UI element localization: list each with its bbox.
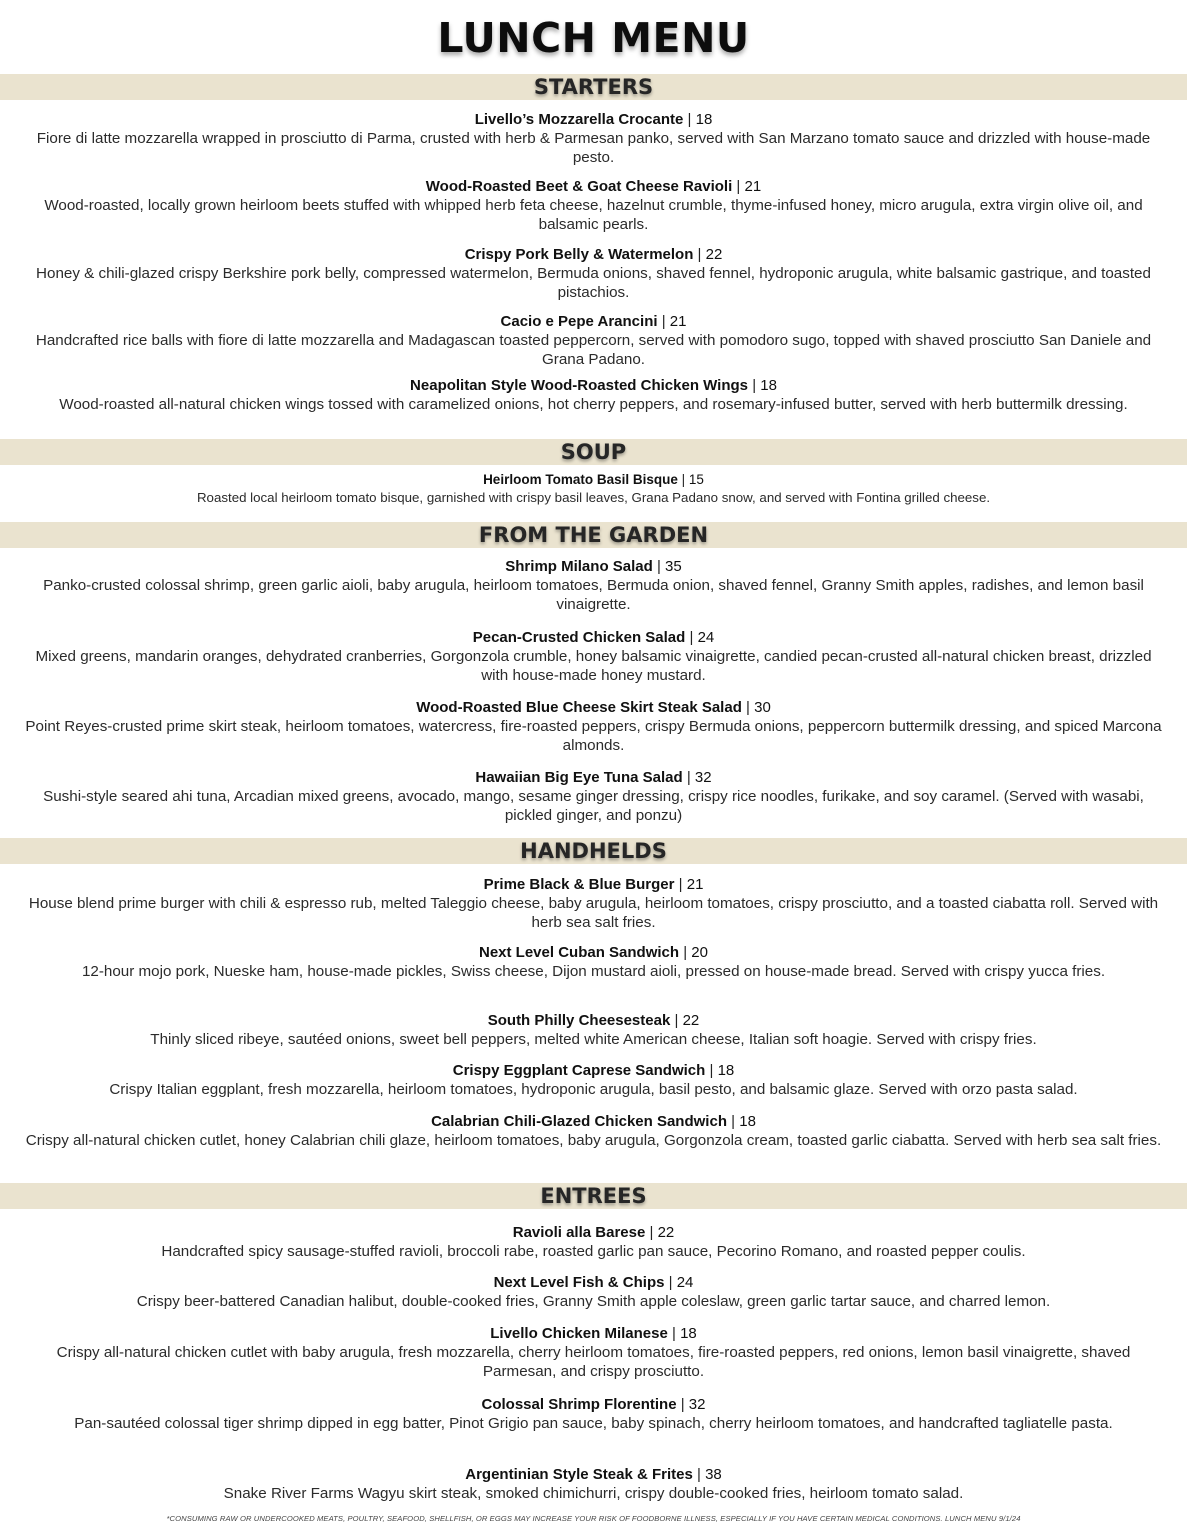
item-name: Crispy Pork Belly & Watermelon [464,246,694,263]
item-name: Crispy Eggplant Caprese Sandwich [452,1062,706,1079]
page-title: LUNCH MENU [437,14,750,62]
item-name: Hawaiian Big Eye Tuna Salad [475,769,683,786]
item-price: 21 [744,178,762,195]
item-name: Wood-Roasted Blue Cheese Skirt Steak Salad [416,699,742,716]
section-title: FROM THE GARDEN [478,523,709,547]
item-description: Crispy beer-battered Canadian halibut, double-cooked fries, Granny Smith apple coleslaw, green garlic tartar sauce, and charred lemon. [136,1293,1051,1310]
disclaimer: *CONSUMING RAW OR UNDERCOOKED MEATS, POULTRY, SEAFOOD, SHELLFISH, OR EGGS MAY INCREASE YOUR RISK OF FOODBORNE ILLNESS, ESPECIALLY IF YOU HAVE CERTAIN MEDICAL CONDITIONS. LUNCH MENU 9/1/24 [166,1514,1021,1523]
item-price: 18 [739,1113,756,1130]
section-title: ENTREES [540,1184,647,1208]
item-description: Pan-sautéed colossal tiger shrimp dipped in egg batter, Pinot Grigio pan sauce, baby spinach, cherry heirloom tomatoes, and handcrafted tagliatelle pasta. [74,1415,1113,1432]
menu-item: Prime Black & Blue Burger | 21 House blend prime burger with chili & espresso rub, melted Taleggio cheese, baby arugula, heirloom tomatoes, crispy prosciutto, and a toasted ciabatta roll. Served with herb sea salt fries. [0,875,1187,932]
item-name: Calabrian Chili-Glazed Chicken Sandwich [431,1113,727,1130]
item-price: 24 [697,629,715,646]
item-name: Next Level Cuban Sandwich [479,944,680,961]
item-name: Colossal Shrimp Florentine [481,1396,677,1413]
menu-item: Crispy Pork Belly & Watermelon | 22 Honey & chili-glazed crispy Berkshire pork belly, compressed watermelon, Bermuda onions, shaved fennel, hydroponic arugula, white balsamic gastrique, and toasted pistachios. [0,245,1187,302]
item-name: Cacio e Pepe Arancini [500,313,658,330]
section-header-entrees [0,1183,1187,1209]
item-description: Crispy all-natural chicken cutlet, honey Calabrian chili glaze, heirloom tomatoes, baby arugula, Gorgonzola cream, toasted garlic ciabatta. Served with herb sea salt fries. [25,1132,1162,1149]
menu-item: Next Level Cuban Sandwich | 20 12-hour mojo pork, Nueske ham, house-made pickles, Swiss cheese, Dijon mustard aioli, pressed on house-made bread. Served with crispy yucca fries. [0,943,1187,981]
item-price: 35 [665,558,682,575]
item-price: 22 [657,1224,675,1241]
menu-item: South Philly Cheesesteak | 22 Thinly sliced ribeye, sautéed onions, sweet bell peppers, melted white American cheese, Italian soft hoagie. Served with crispy fries. [0,1011,1187,1049]
menu-item: Pecan-Crusted Chicken Salad | 24 Mixed greens, mandarin oranges, dehydrated cranberries, Gorgonzola crumble, honey balsamic vinaigrette, candied pecan-crusted all-natural chicken breast, drizzled with house-made honey mustard. [0,628,1187,685]
item-description: 12-hour mojo pork, Nueske ham, house-made pickles, Swiss cheese, Dijon mustard aioli, pressed on house-made bread. Served with crispy yucca fries. [81,963,1106,980]
item-description: Thinly sliced ribeye, sautéed onions, sweet bell peppers, melted white American cheese, Italian soft hoagie. Served with crispy fries. [150,1031,1037,1048]
item-name: Next Level Fish & Chips [493,1274,665,1291]
item-description: Handcrafted spicy sausage-stuffed ravioli, broccoli rabe, roasted garlic pan sauce, Pecorino Romano, and roasted pepper coulis. [161,1243,1026,1260]
item-description: Roasted local heirloom tomato bisque, garnished with crispy basil leaves, Grana Padano snow, and served with Fontina grilled cheese. [196,490,991,505]
item-description: Handcrafted rice balls with fiore di latte mozzarella and Madagascan toasted peppercorn, served with pomodoro sugo, topped with shaved prosciutto San Daniele and Grana Padano. [35,332,1152,368]
menu-item: Heirloom Tomato Basil Bisque | 15 Roasted local heirloom tomato bisque, garnished with crispy basil leaves, Grana Padano snow, and served with Fontina grilled cheese. [0,471,1187,507]
item-description: Mixed greens, mandarin oranges, dehydrated cranberries, Gorgonzola crumble, honey balsamic vinaigrette, candied pecan-crusted all-natural chicken breast, drizzled with house-made honey mustard. [35,648,1152,684]
item-name: Prime Black & Blue Burger [483,876,675,893]
item-description: Fiore di latte mozzarella wrapped in prosciutto di Parma, crusted with herb & Parmesan panko, served with San Marzano tomato sauce and drizzled with house-made pesto. [36,130,1151,166]
menu-item: Crispy Eggplant Caprese Sandwich | 18 Crispy Italian eggplant, fresh mozzarella, heirloom tomatoes, hydroponic arugula, basil pesto, and balsamic glaze. Served with orzo pasta salad. [0,1061,1187,1099]
item-description: Point Reyes-crusted prime skirt steak, heirloom tomatoes, watercress, fire-roasted peppers, crispy Bermuda onions, peppercorn buttermilk dressing, and spiced Marcona almonds. [25,718,1162,754]
menu-item: Hawaiian Big Eye Tuna Salad | 32 Sushi-style seared ahi tuna, Arcadian mixed greens, avocado, mango, sesame ginger dressing, crispy rice noodles, furikake, and soy caramel. (Served with wasabi, pickled ginger, and ponzu) [0,768,1187,825]
item-description: Crispy all-natural chicken cutlet with baby arugula, fresh mozzarella, cherry heirloom tomatoes, fire-roasted peppers, red onions, lemon basil vinaigrette, shaved Parmesan, and crispy prosciutto. [56,1344,1131,1380]
menu-item: Argentinian Style Steak & Frites | 38 Snake River Farms Wagyu skirt steak, smoked chimichurri, crispy double-cooked fries, heirloom tomato salad. [0,1465,1187,1503]
menu-item: Livello Chicken Milanese | 18 Crispy all-natural chicken cutlet with baby arugula, fresh mozzarella, cherry heirloom tomatoes, fire-roasted peppers, red onions, lemon basil vinaigrette, shaved Parmesan, and crispy prosciutto. [0,1324,1187,1381]
item-price: 24 [676,1274,694,1291]
section-header-handhelds [0,838,1187,864]
section-title: STARTERS [533,75,654,99]
item-price: 21 [686,876,704,893]
item-description: Snake River Farms Wagyu skirt steak, smoked chimichurri, crispy double-cooked fries, heirloom tomato salad. [223,1485,964,1502]
item-description: Panko-crusted colossal shrimp, green garlic aioli, baby arugula, heirloom tomatoes, Bermuda onion, shaved fennel, Granny Smith apples, radishes, and lemon basil vinaigrette. [43,577,1144,613]
item-description: Honey & chili-glazed crispy Berkshire pork belly, compressed watermelon, Bermuda onions, shaved fennel, hydroponic arugula, white balsamic gastrique, and toasted pistachios. [36,265,1151,301]
item-price: 18 [695,111,713,128]
item-name: Shrimp Milano Salad [505,558,653,575]
item-price: 15 [688,472,704,487]
item-description: House blend prime burger with chili & espresso rub, melted Taleggio cheese, baby arugula, heirloom tomatoes, crispy prosciutto, and a toasted ciabatta roll. Served with herb sea salt fries. [28,895,1159,931]
item-price: 21 [669,313,687,330]
item-price: 18 [717,1062,735,1079]
menu-item: Calabrian Chili-Glazed Chicken Sandwich | 18 Crispy all-natural chicken cutlet, honey Calabrian chili glaze, heirloom tomatoes, baby arugula, Gorgonzola cream, toasted garlic ciabatta. Served with herb sea salt fries. [0,1112,1187,1150]
item-description: Sushi-style seared ahi tuna, Arcadian mixed greens, avocado, mango, sesame ginger dressing, crispy rice noodles, furikake, and soy caramel. (Served with wasabi, pickled ginger, and ponzu) [43,788,1144,824]
item-price: 22 [705,246,723,263]
menu-item: Wood-Roasted Beet & Goat Cheese Ravioli | 21 Wood-roasted, locally grown heirloom beets stuffed with whipped herb feta cheese, hazelnut crumble, thyme-infused honey, micro arugula, extra virgin olive oil, and balsamic pearls. [0,177,1187,234]
item-name: Argentinian Style Steak & Frites [465,1466,693,1483]
item-description: Wood-roasted all-natural chicken wings tossed with caramelized onions, hot cherry peppers, and rosemary-infused butter, served with herb buttermilk dressing. [59,396,1128,413]
menu-item: Wood-Roasted Blue Cheese Skirt Steak Salad | 30 Point Reyes-crusted prime skirt steak, heirloom tomatoes, watercress, fire-roasted peppers, crispy Bermuda onions, peppercorn buttermilk dressing, and spiced Marcona almonds. [0,698,1187,755]
section-header-from-the-garden [0,522,1187,548]
item-name: Wood-Roasted Beet & Goat Cheese Ravioli [425,178,733,195]
item-price: 18 [760,377,777,394]
section-header-starters [0,74,1187,100]
item-name: Pecan-Crusted Chicken Salad [472,629,686,646]
menu-item: Neapolitan Style Wood-Roasted Chicken Wings | 18 Wood-roasted all-natural chicken wings tossed with caramelized onions, hot cherry peppers, and rosemary-infused butter, served with herb buttermilk dressing. [0,376,1187,414]
item-price: 32 [694,769,712,786]
menu-item: Colossal Shrimp Florentine | 32 Pan-sautéed colossal tiger shrimp dipped in egg batter, Pinot Grigio pan sauce, baby spinach, cherry heirloom tomatoes, and handcrafted tagliatelle pasta. [0,1395,1187,1433]
item-price: 32 [688,1396,706,1413]
item-name: Livello Chicken Milanese [490,1325,668,1342]
item-description: Wood-roasted, locally grown heirloom beets stuffed with whipped herb feta cheese, hazelnut crumble, thyme-infused honey, micro arugula, extra virgin olive oil, and balsamic pearls. [44,197,1143,233]
menu-item: Livello’s Mozzarella Crocante | 18 Fiore di latte mozzarella wrapped in prosciutto di Parma, crusted with herb & Parmesan panko, served with San Marzano tomato sauce and drizzled with house-made pesto. [0,110,1187,167]
menu-item: Cacio e Pepe Arancini | 21 Handcrafted rice balls with fiore di latte mozzarella and Madagascan toasted peppercorn, served with pomodoro sugo, topped with shaved prosciutto San Daniele and Grana Padano. [0,312,1187,369]
item-name: South Philly Cheesesteak [487,1012,671,1029]
item-price: 22 [682,1012,700,1029]
item-name: Heirloom Tomato Basil Bisque [483,472,678,487]
item-name: Ravioli alla Barese [512,1224,646,1241]
item-description: Crispy Italian eggplant, fresh mozzarella, heirloom tomatoes, hydroponic arugula, basil pesto, and balsamic glaze. Served with orzo pasta salad. [109,1081,1078,1098]
menu-item: Shrimp Milano Salad | 35 Panko-crusted colossal shrimp, green garlic aioli, baby arugula, heirloom tomatoes, Bermuda onion, shaved fennel, Granny Smith apples, radishes, and lemon basil vinaigrette. [0,557,1187,614]
section-header-soup [0,439,1187,465]
item-price: 20 [691,944,708,961]
section-title: HANDHELDS [520,839,667,863]
item-price: 30 [754,699,771,716]
item-name: Livello’s Mozzarella Crocante [474,111,684,128]
menu-item: Next Level Fish & Chips | 24 Crispy beer-battered Canadian halibut, double-cooked fries, Granny Smith apple coleslaw, green garlic tartar sauce, and charred lemon. [0,1273,1187,1311]
item-price: 38 [705,1466,722,1483]
section-title: SOUP [560,440,627,464]
item-price: 18 [680,1325,697,1342]
item-name: Neapolitan Style Wood-Roasted Chicken Wings [410,377,749,394]
menu-item: Ravioli alla Barese | 22 Handcrafted spicy sausage-stuffed ravioli, broccoli rabe, roasted garlic pan sauce, Pecorino Romano, and roasted pepper coulis. [0,1223,1187,1261]
